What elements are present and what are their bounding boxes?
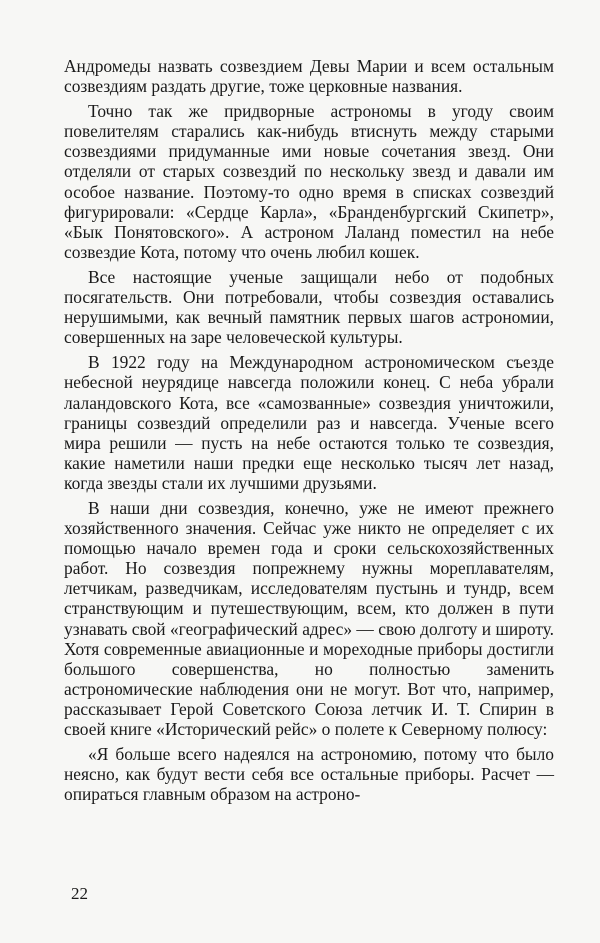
body-text (64, 56, 554, 804)
paragraph-1: Андромеды назвать созвездием Девы Марии и всем остальным созвездиям раздать другие, тоже церковные названия. (64, 56, 554, 97)
paragraph-4: В 1922 году на Международном астрономическом съезде небесной неурядице навсегда положили конец. С неба убрали лаландовского Кота, все «самозванные» созвездия уничтожили, границы созвездий определили раз и навсегда. Ученые всего мира решили — пусть на небе остаются только те созвездия, какие наметили наши предки еще несколько тысяч лет назад, когда звезды стали их лучшими друзьями. (64, 352, 554, 493)
paragraph-2: Точно так же придворные астрономы в угоду своим повелителям старались как-нибудь втиснуть между старыми созвездиями придуманные ими новые сочетания звезд. Они отделяли от старых созвездий по нескольку звезд и давали им особое название. Поэтому-то одно время в списках созвездий фигурировали: «Сердце Карла», «Бранденбургский Скипетр», «Бык Понятовского». А астроном Лаланд поместил на небе созвездие Кота, потому что очень любил кошек. (64, 101, 554, 262)
paragraph-5: В наши дни созвездия, конечно, уже не имеют прежнего хозяйственного значения. Сейчас уже никто не определяет с их помощью начало времен года и сроки сельскохозяйственных работ. Но созвездия попрежнему нужны мореплавателям, летчикам, разведчикам, исследователям пустынь и тундр, всем странствующим и путешествующим, всем, кто должен в пути узнавать свой «географический адрес» — свою долготу и широту. Хотя современные авиационные и мореходные приборы достигли большого совершенства, но полностью заменить астрономические наблюдения они не могут. Вот что, например, рассказывает Герой Советского Союза летчик И. Т. Спирин в своей книге «Исторический рейс» о полете к Северному полюсу: (64, 497, 554, 739)
page-number: 22 (71, 884, 88, 903)
paragraph-3: Все настоящие ученые защищали небо от подобных посягательств. Они потребовали, чтобы созвездия оставались нерушимыми, как вечный памятник первых шагов астрономии, совершенных на заре человеческой культуры. (64, 266, 554, 348)
paragraph-6: «Я больше всего надеялся на астрономию, потому что было неясно, как будут вести себя все остальные приборы. Расчет — опираться главным образом на астроно- (64, 744, 554, 805)
